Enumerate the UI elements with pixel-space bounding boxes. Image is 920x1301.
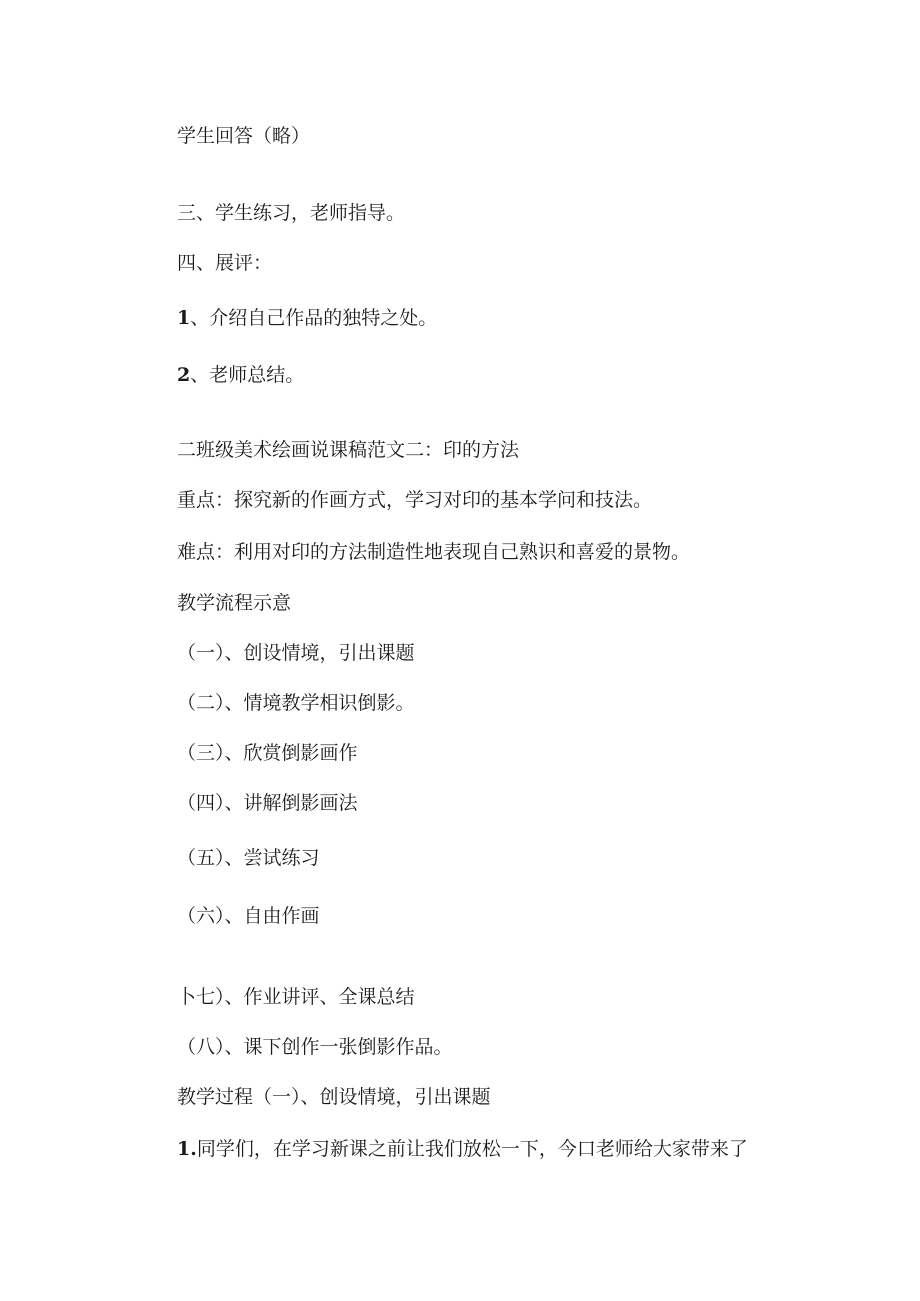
item-number: 2 [177,364,191,386]
text-line-step-four: 四、展评： [177,252,273,274]
text-line-student-answer: 学生回答（略） [177,125,311,147]
text-line-difficult-point: 难点：利用对印的方法制造性地表现自己熟识和喜爱的景物。 [177,541,691,563]
section-title: 二班级美术绘画说课稿范文二：印的方法 [177,439,520,461]
flow-step-3: （三）、欣赏倒影画作 [177,742,358,764]
text-line-step-three: 三、学生练习，老师指导。 [177,202,406,224]
text-line-item-2: 2、老师总结。 [177,364,305,386]
text-line-key-point: 重点：探究新的作画方式，学习对印的基本学问和技法。 [177,489,653,511]
flow-step-8: （八）、课下创作一张倒影作品。 [177,1036,453,1058]
text-line-process-1: 1.同学们，在学习新课之前让我们放松一下，今口老师给大家带来了 [177,1138,748,1160]
text-line-item-1: 1、介绍自己作品的独特之处。 [177,307,438,329]
flow-step-5: （五）、尝试练习 [177,847,320,869]
text-line-process-heading: 教学过程（一）、创设情境，引出课题 [177,1086,491,1108]
flow-step-2: （二）、情境教学相识倒影。 [177,692,415,714]
flow-step-6: （六）、自由作画 [177,905,320,927]
flow-step-1: （一）、创设情境，引出课题 [177,642,415,664]
item-number: 1 [177,307,191,329]
flow-step-4: （四）、讲解倒影画法 [177,792,358,814]
text-line-flow-heading: 教学流程示意 [177,592,292,614]
item-number: 1. [177,1138,197,1160]
flow-step-7: 卜七）、作业讲评、全课总结 [177,986,415,1008]
